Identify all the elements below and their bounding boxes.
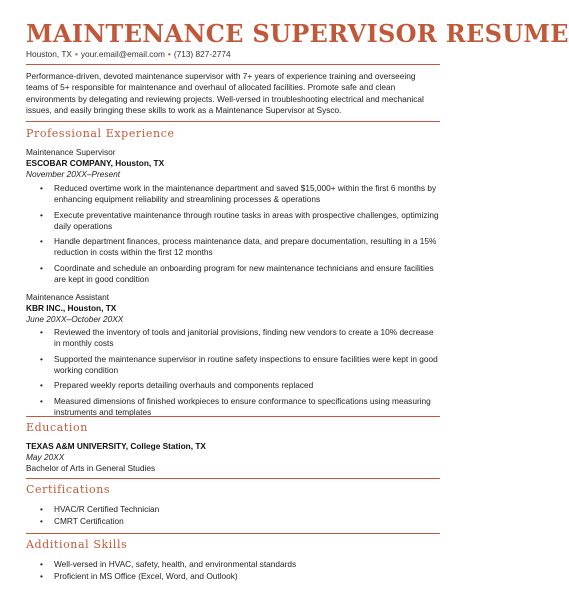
contact-location: Houston, TX xyxy=(26,49,72,59)
job-bullet: • Prepared weekly reports detailing overhauls and components replaced xyxy=(40,380,440,391)
job-company: KBR INC., Houston, TX xyxy=(26,303,117,313)
job-bullet: • Execute preventative maintenance through routine tasks in areas with prospective challenges, optimizing daily operations xyxy=(40,210,440,232)
education-heading: Education xyxy=(26,421,88,434)
certifications-heading: Certifications xyxy=(26,483,111,496)
experience-divider xyxy=(26,416,440,417)
contact-line xyxy=(26,48,231,60)
job-bullet: • Measured dimensions of finished workpieces to ensure conformance to specifications using measuring instruments and templates xyxy=(40,396,440,418)
job-bullet: • Handle department finances, process maintenance data, and prepare documentation, resulting in a 15% reduction in costs within the first 12 months xyxy=(40,236,440,258)
education-school: TEXAS A&M UNIVERSITY, College Station, TX xyxy=(26,441,206,451)
job-bullet: • Reduced overtime work in the maintenance department and saved $15,000+ within the first 6 months by enhancing equipment reliability and streamlining processes & operations xyxy=(40,183,440,205)
job-company: ESCOBAR COMPANY, Houston, TX xyxy=(26,158,165,168)
skill-item: • Proficient in MS Office (Excel, Word, and Outlook) xyxy=(40,571,440,582)
certifications-divider xyxy=(26,533,440,534)
job-bullet: • Reviewed the inventory of tools and janitorial provisions, finding new vendors to create a 10% decrease in monthly costs xyxy=(40,327,440,349)
job-bullet: • Supported the maintenance supervisor in routine safety inspections to ensure facilities were kept in good working condition xyxy=(40,354,440,376)
job-title: Maintenance Supervisor xyxy=(26,147,116,157)
education-divider xyxy=(26,478,440,479)
job-dates: November 20XX–Present xyxy=(26,169,121,179)
summary-paragraph: Performance-driven, devoted maintenance supervisor with 7+ years of experience training and overseeing teams of 5+ responsible for maintenance and overhaul of allocated facilities. Promote safe and clean environments by delegating and reviewing projects. Well-versed in troubleshooting electrical and mechanical issues, and easily bringing these skills to work as a Maintenance Supervisor at Sysco. xyxy=(26,71,424,116)
skill-item: • Well-versed in HVAC, safety, health, and environmental standards xyxy=(40,559,440,570)
job-dates: June 20XX–October 20XX xyxy=(26,314,124,324)
education-degree: Bachelor of Arts in General Studies xyxy=(26,463,156,473)
education-date: May 20XX xyxy=(26,452,65,462)
header-divider xyxy=(26,64,440,65)
job-bullet: • Coordinate and schedule an onboarding program for new maintenance technicians and ensure facilities are kept in good condition xyxy=(40,263,440,285)
contact-separator: • xyxy=(74,49,78,59)
contact-separator: • xyxy=(167,49,171,59)
certification-item: • CMRT Certification xyxy=(40,516,440,527)
skills-heading: Additional Skills xyxy=(26,538,128,551)
job-bullet-list xyxy=(40,183,440,289)
contact-phone: (713) 827-2774 xyxy=(173,49,231,59)
job-bullet-list xyxy=(40,327,440,422)
contact-email: your.email@email.com xyxy=(80,49,165,59)
experience-heading: Professional Experience xyxy=(26,127,175,140)
resume-title: MAINTENANCE SUPERVISOR RESUME xyxy=(26,19,569,48)
skills-list xyxy=(40,559,440,583)
certification-item: • HVAC/R Certified Technician xyxy=(40,504,440,515)
certifications-list xyxy=(40,504,440,528)
job-title: Maintenance Assistant xyxy=(26,292,110,302)
summary-divider xyxy=(26,121,440,122)
